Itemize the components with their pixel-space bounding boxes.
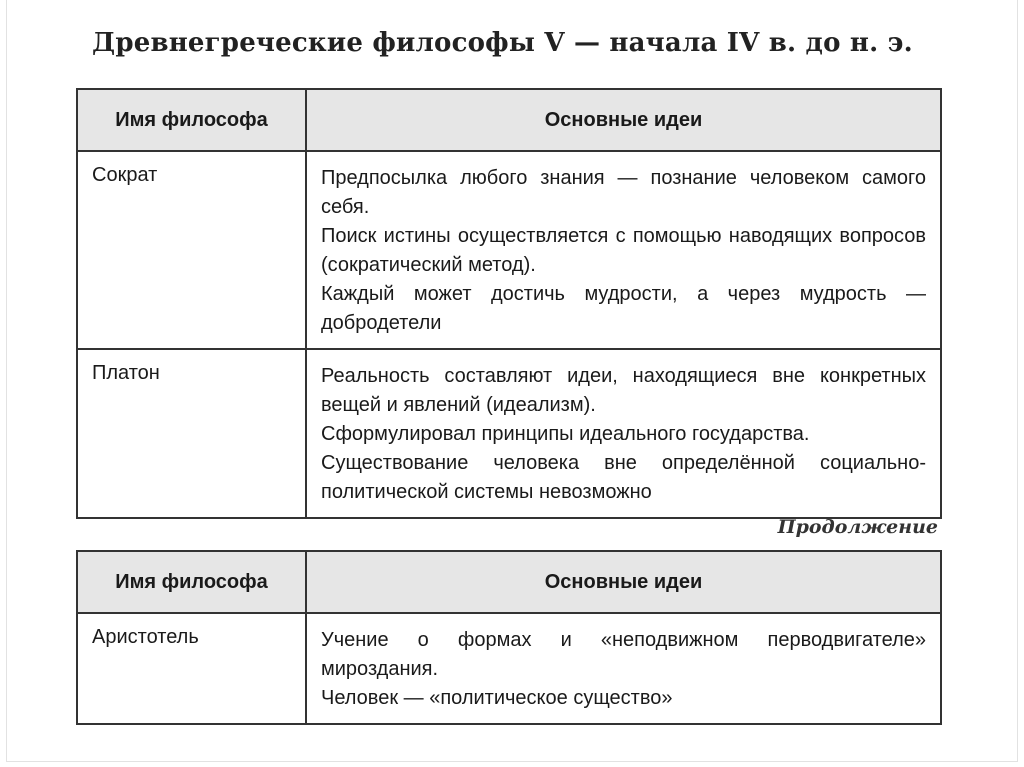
idea-text: Предпосылка любого знания — познание человеком самого себя. — [321, 167, 926, 218]
column-header-ideas: Основные идеи — [306, 89, 941, 151]
philosophers-table-continued — [76, 550, 942, 725]
idea-text: Каждый может достичь мудрости, а через мудрость — добродетели — [321, 283, 926, 334]
philosopher-ideas — [306, 151, 941, 349]
table-row — [77, 613, 941, 724]
philosopher-name: Аристотель — [77, 613, 306, 724]
philosopher-name: Платон — [77, 349, 306, 518]
table-row — [77, 151, 941, 349]
philosopher-name: Сократ — [77, 151, 306, 349]
column-header-name: Имя философа — [77, 551, 306, 613]
table-header-row — [77, 89, 941, 151]
idea-text: Сформулировал принципы идеального государства. — [321, 423, 810, 445]
idea-text: Реальность составляют идеи, находящиеся вне конкретных вещей и явлений (идеализм). — [321, 365, 926, 416]
philosophers-table — [76, 88, 942, 519]
idea-text: Поиск истины осуществляется с помощью наводящих вопросов (сократический метод). — [321, 225, 926, 276]
continued-label: Продолжение — [777, 516, 938, 538]
philosopher-ideas — [306, 349, 941, 518]
idea-text: Существование человека вне определённой социально-политической системы невозможно — [321, 452, 926, 503]
column-header-ideas: Основные идеи — [306, 551, 941, 613]
idea-text: Человек — «политическое существо» — [321, 687, 673, 709]
page-title: Древнегреческие философы V — начала IV в. до н. э. — [92, 28, 913, 58]
philosopher-ideas — [306, 613, 941, 724]
table-header-row — [77, 551, 941, 613]
idea-text: Учение о формах и «неподвижном перводвигателе» мироздания. — [321, 629, 926, 680]
table-row — [77, 349, 941, 518]
column-header-name: Имя философа — [77, 89, 306, 151]
